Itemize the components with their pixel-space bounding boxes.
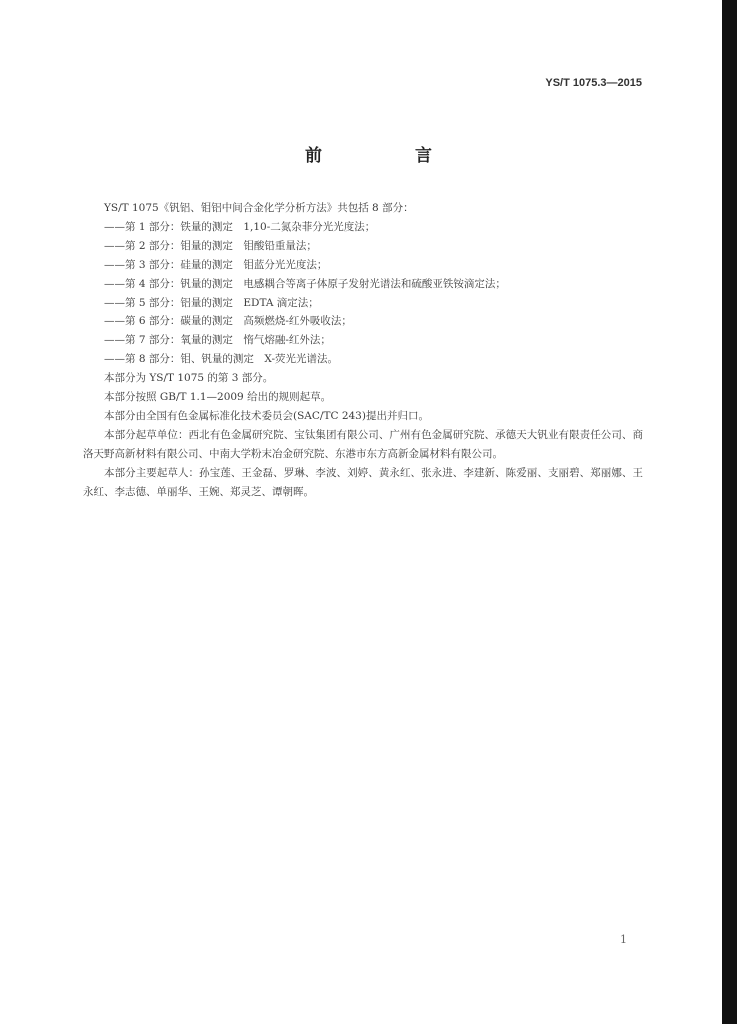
drafting-units-paragraph: 本部分起草单位：西北有色金属研究院、宝钛集团有限公司、广州有色金属研究院、承德天大钒业有限责任公司、商洛天野高新材料有限公司、中南大学粉末冶金研究院、东港市东方高新金属材料有限公司。: [83, 428, 643, 460]
part-6-line: ——第 6 部分：碳量的测定 高频燃烧-红外吸收法；: [104, 315, 352, 328]
page-title: 前 言: [305, 146, 470, 166]
part-5-line: ——第 5 部分：铝量的测定 EDTA 滴定法；: [104, 296, 319, 309]
drafters-paragraph: 本部分主要起草人：孙宝莲、王金磊、罗琳、李波、刘婷、黄永红、张永进、李建新、陈爱丽、支丽碧、郑丽娜、王永红、李志德、单丽华、王婉、郑灵芝、谭朝晖。: [83, 466, 643, 498]
proposed-line: 本部分由全国有色金属标准化技术委员会(SAC/TC 243)提出并归口。: [104, 409, 429, 422]
intro-line: YS/T 1075《钒铝、钼铝中间合金化学分析方法》共包括 8 部分：: [104, 202, 414, 214]
part-1-line: ——第 1 部分：铁量的测定 1,10-二氮杂菲分光光度法；: [104, 220, 376, 233]
this-part-line: 本部分为 YS/T 1075 的第 3 部分。: [104, 372, 274, 385]
foreword-body: [83, 199, 643, 502]
part-4-line: ——第 4 部分：钒量的测定 电感耦合等离子体原子发射光谱法和硫酸亚铁铵滴定法；: [104, 277, 506, 290]
scan-edge-border: [722, 0, 737, 1024]
part-8-line: ——第 8 部分：钼、钒量的测定 X-荧光光谱法。: [104, 353, 339, 366]
part-2-line: ——第 2 部分：钼量的测定 钼酸铅重量法；: [104, 239, 317, 252]
part-3-line: ——第 3 部分：硅量的测定 钼蓝分光光度法；: [104, 258, 328, 271]
page-number: 1: [620, 933, 627, 946]
standard-code: YS/T 1075.3—2015: [545, 77, 642, 89]
rules-line: 本部分按照 GB/T 1.1—2009 给出的规则起草。: [104, 391, 332, 404]
part-7-line: ——第 7 部分：氧量的测定 惰气熔融-红外法；: [104, 334, 331, 347]
